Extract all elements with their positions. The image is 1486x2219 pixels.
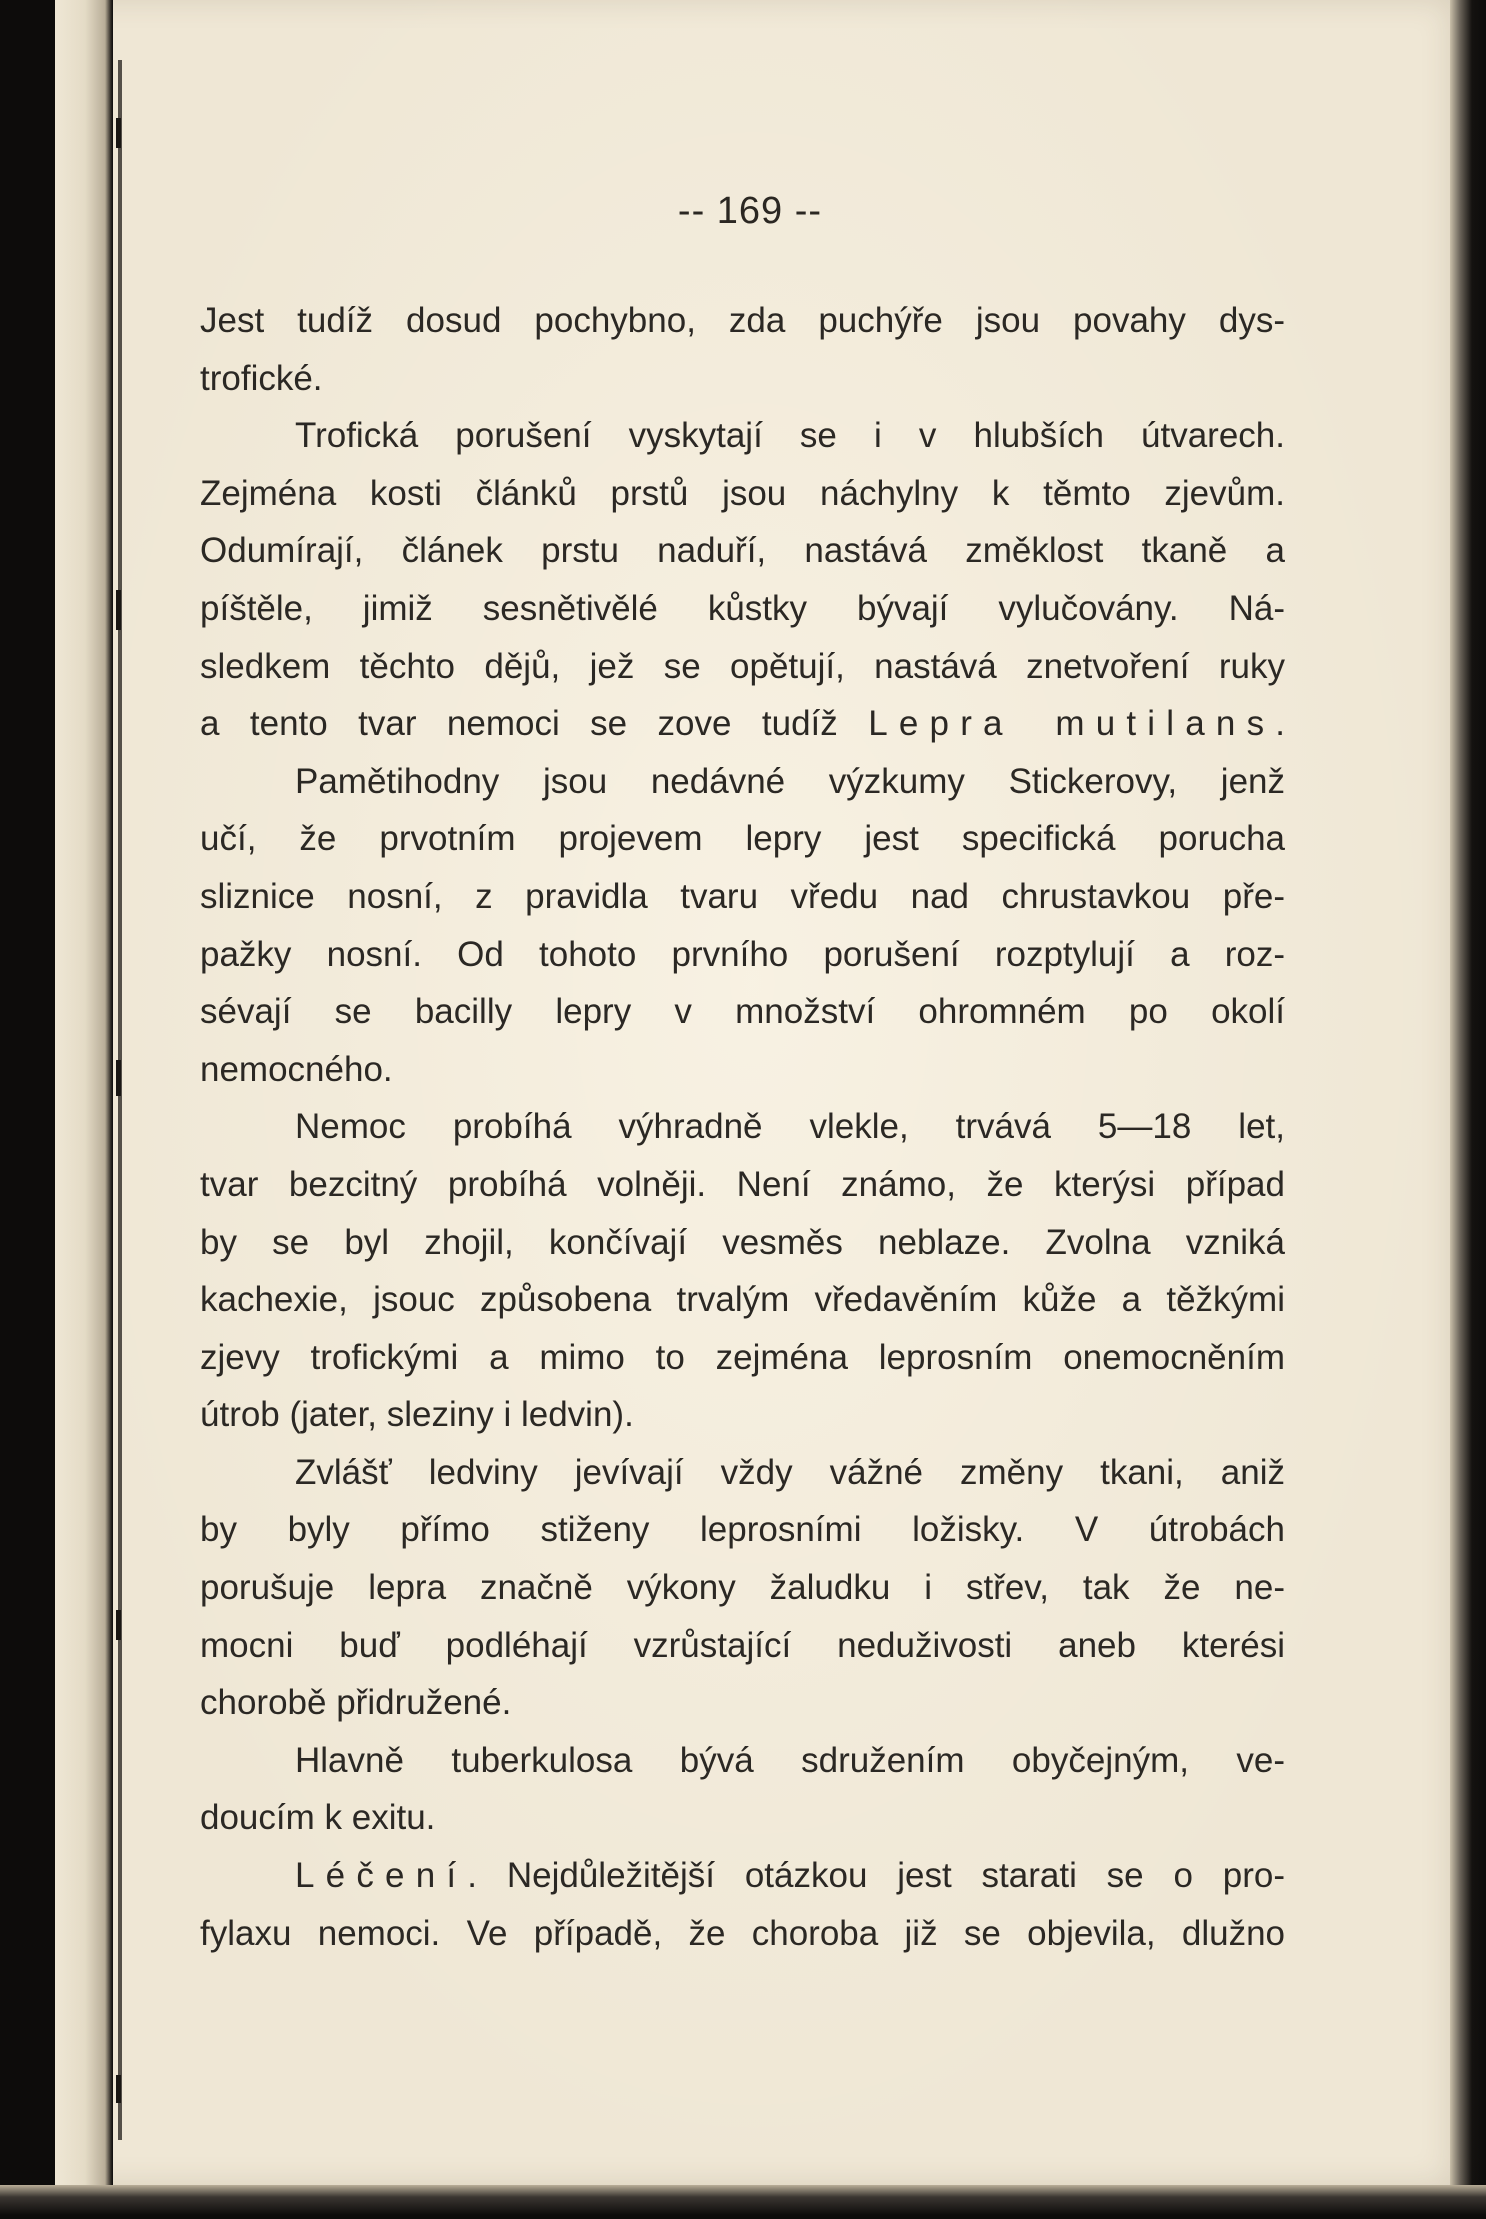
- text-line: Odumírají, článek prstu naduří, nastává změklost tkaně a: [200, 531, 1285, 571]
- text-line: pažky nosní. Od tohoto prvního porušení rozptylují a roz-: [200, 934, 1285, 974]
- spine-mark: [116, 118, 121, 148]
- text-line: by se byl zhojil, končívají vesměs neblaze. Zvolna vzniká: [200, 1222, 1285, 1262]
- text-line: nemocného.: [200, 1049, 393, 1089]
- text-line: sévají se bacilly lepry v množství ohromném po okolí: [200, 992, 1285, 1032]
- text-line: porušuje lepra značně výkony žaludku i střev, tak že ne-: [200, 1568, 1285, 1608]
- text-line: Jest tudíž dosud pochybno, zda puchýře jsou povahy dys-: [200, 301, 1285, 340]
- text-line: trofické.: [200, 358, 323, 398]
- text-line: [200, 1847, 1285, 1905]
- text-fragment: . Nejdůležitější otázkou jest starati se o pro-: [467, 1856, 1285, 1896]
- text-line: Trofická porušení vyskytají se i v hlubších útvarech.: [295, 416, 1285, 456]
- text-line: učí, že prvotním projevem lepry jest specifická porucha: [200, 819, 1285, 859]
- text-line: tvar bezcitný probíhá volněji. Není známo, že kterýsi případ: [200, 1164, 1285, 1204]
- text-line: [200, 695, 1285, 753]
- text-line: Hlavně tuberkulosa bývá sdružením obyčejným, ve-: [295, 1740, 1285, 1780]
- text-line: doucím k exitu.: [200, 1798, 436, 1838]
- page-number: -- 169 --: [677, 190, 823, 232]
- text-line: kachexie, jsouc způsobena trvalým vředavěním kůže a těžkými: [200, 1280, 1285, 1320]
- text-line: Nemoc probíhá výhradně vlekle, trvává 5—18 let,: [295, 1107, 1285, 1147]
- spine-mark: [116, 2075, 121, 2103]
- book-page: [55, 0, 1450, 2185]
- text-fragment: .: [1275, 704, 1286, 744]
- spine-mark: [116, 1060, 121, 1096]
- text-line: útrob (jater, sleziny i ledvin).: [200, 1395, 634, 1435]
- text-line: mocni buď podléhají vzrůstající neduživosti aneb kterési: [200, 1625, 1285, 1665]
- page-edge-bottom: [0, 2185, 1486, 2219]
- text-line: sledkem těchto dějů, jež se opětují, nastává znetvoření ruky: [200, 646, 1285, 686]
- text-fragment: a tento tvar nemoci se zove tudíž: [200, 704, 869, 744]
- spine-mark: [116, 1610, 121, 1640]
- page-edge-right: [1450, 0, 1486, 2219]
- text-line: by byly přímo stiženy leprosními ložisky. V útrobách: [200, 1510, 1285, 1550]
- text-line: fylaxu nemoci. Ve případě, že choroba již se objevila, dlužno: [200, 1913, 1285, 1953]
- text-line: Pamětihodny jsou nedávné výzkumy Stickerovy, jenž: [295, 761, 1285, 801]
- spine-shadow-line: [118, 60, 122, 2140]
- emphasis-term: Lepra mutilans: [868, 704, 1276, 744]
- text-line: píštěle, jimiž sesnětivělé kůstky bývají vylučovány. Ná-: [200, 588, 1285, 628]
- text-line: sliznice nosní, z pravidla tvaru vředu nad chrustavkou pře-: [200, 876, 1285, 916]
- text-line: zjevy trofickými a mimo to zejména leprosním onemocněním: [200, 1337, 1285, 1377]
- text-line: chorobě přidružené.: [200, 1683, 512, 1723]
- emphasis-term: Léčení: [295, 1856, 468, 1896]
- body-text: [200, 292, 1285, 1962]
- page-gutter: [55, 0, 113, 2219]
- text-line: Zejména kosti článků prstů jsou náchylny k těmto zjevům.: [200, 473, 1285, 513]
- spine-mark: [116, 590, 121, 630]
- text-line: Zvlášť ledviny jevívají vždy vážné změny tkani, aniž: [295, 1452, 1285, 1492]
